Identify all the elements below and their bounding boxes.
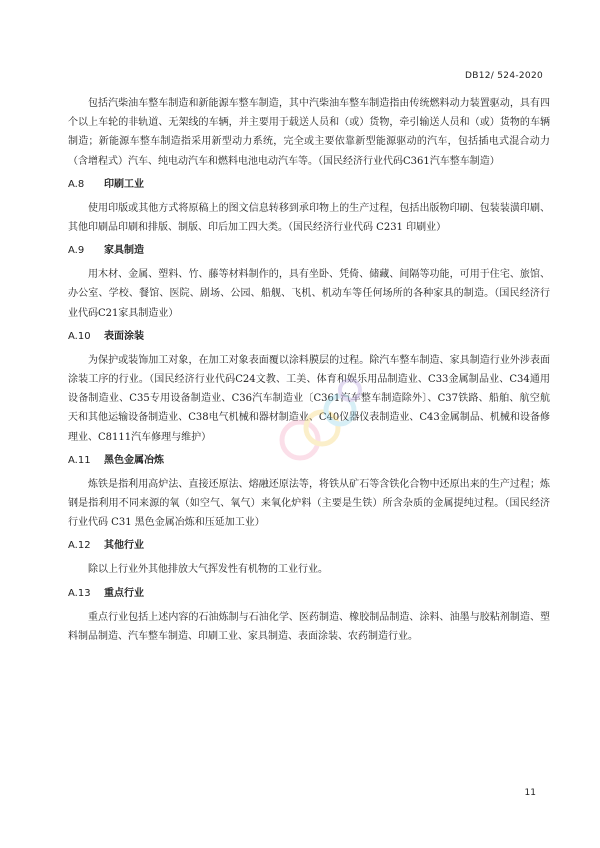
watermark-logo-icon <box>270 370 370 480</box>
section-title: 其他行业 <box>104 540 144 552</box>
section-a9 <box>68 241 550 323</box>
section-number: A.13 <box>68 587 91 599</box>
section-text: 炼铁是指利用高炉法、直接还原法、熔融还原法等，将铁从矿石等含铁化合物中还原出来的生产过程；炼钢是指利用不同来源的氧（如空气、氧气）来氧化炉料（主要是生铁）所含杂质的金属提纯过程。（国民经济行业代码 C31 黑色金属冶炼和压延加工业） <box>68 478 550 529</box>
section-heading <box>68 327 550 347</box>
section-heading <box>68 584 550 604</box>
section-title: 家具制造 <box>104 245 144 257</box>
section-number: A.8 <box>68 178 85 190</box>
section-text: 除以上行业外其他排放大气挥发性有机物的工业行业。 <box>88 564 328 576</box>
section-text: 重点行业包括上述内容的石油炼制与石油化学、医药制造、橡胶制品制造、涂料、油墨与胶粘剂制造、塑料制品制造、汽车整车制造、印刷工业、家具制造、表面涂装、农药制造行业。 <box>68 611 550 642</box>
section-number: A.11 <box>68 454 91 466</box>
section-number: A.10 <box>68 330 91 342</box>
section-title: 黑色金属冶炼 <box>104 454 164 466</box>
section-a12 <box>68 536 550 579</box>
section-text: 用木材、金属、塑料、竹、藤等材料制作的，具有坐卧、凭倚、储藏、间隔等功能，可用于住宅、旅馆、办公室、学校、餐馆、医院、剧场、公园、船舰、飞机、机动车等任何场所的各种家具的制造。（国民经济行业代码C21家具制造业） <box>68 269 550 319</box>
section-heading <box>68 175 550 195</box>
section-a13 <box>68 584 550 646</box>
section-title: 印刷工业 <box>104 178 144 190</box>
section-text: 使用印版或其他方式将原稿上的图文信息转移到承印物上的生产过程，包括出版物印刷、包装装潢印刷、其他印刷品印刷和排版、制版、印后加工四大类。（国民经济行业代码 C231 印刷业） <box>68 202 550 234</box>
document-code: DB12/ 524-2020 <box>465 71 543 81</box>
section-title: 重点行业 <box>104 587 144 599</box>
section-heading <box>68 536 550 556</box>
section-a8 <box>68 175 550 237</box>
section-heading <box>68 241 550 261</box>
section-number: A.9 <box>68 245 85 257</box>
section-number: A.12 <box>68 540 91 552</box>
section-text: 为保护或装饰加工对象，在加工对象表面覆以涂料膜层的过程。除汽车整车制造、家具制造行业外涉表面涂装工序的行业。（国民经济行业代码C24文教、工美、体育和娱乐用品制造业、C33金属制品业、C34通用设备制造业、C35专用设备制造业、C36汽车制造业〔C361汽车整车制造除外〕、C37铁路、船舶、航空航天和其他运输设备制造业、C38电气机械和器材制造业、C40仪器仪表制造业、C43金属制品、机械和设备修理业、C8111汽车修理与维护） <box>68 354 550 443</box>
page-number: 11 <box>524 788 536 798</box>
intro-paragraph: 包括汽柴油车整车制造和新能源车整车制造，其中汽柴油车整车制造指由传统燃料动力装置驱动，具有四个以上车轮的非轨道、无架线的车辆，并主要用于载送人员和（或）货物，牵引输送人员和（或）货物的车辆制造；新能源车整车制造指采用新型动力系统，完全或主要依靠新型能源驱动的汽车，包括插电式混合动力（含增程式）汽车、纯电动汽车和燃料电池电动汽车等。（国民经济行业代码C361汽车整车制造） <box>68 98 550 167</box>
section-title: 表面涂装 <box>104 330 144 342</box>
